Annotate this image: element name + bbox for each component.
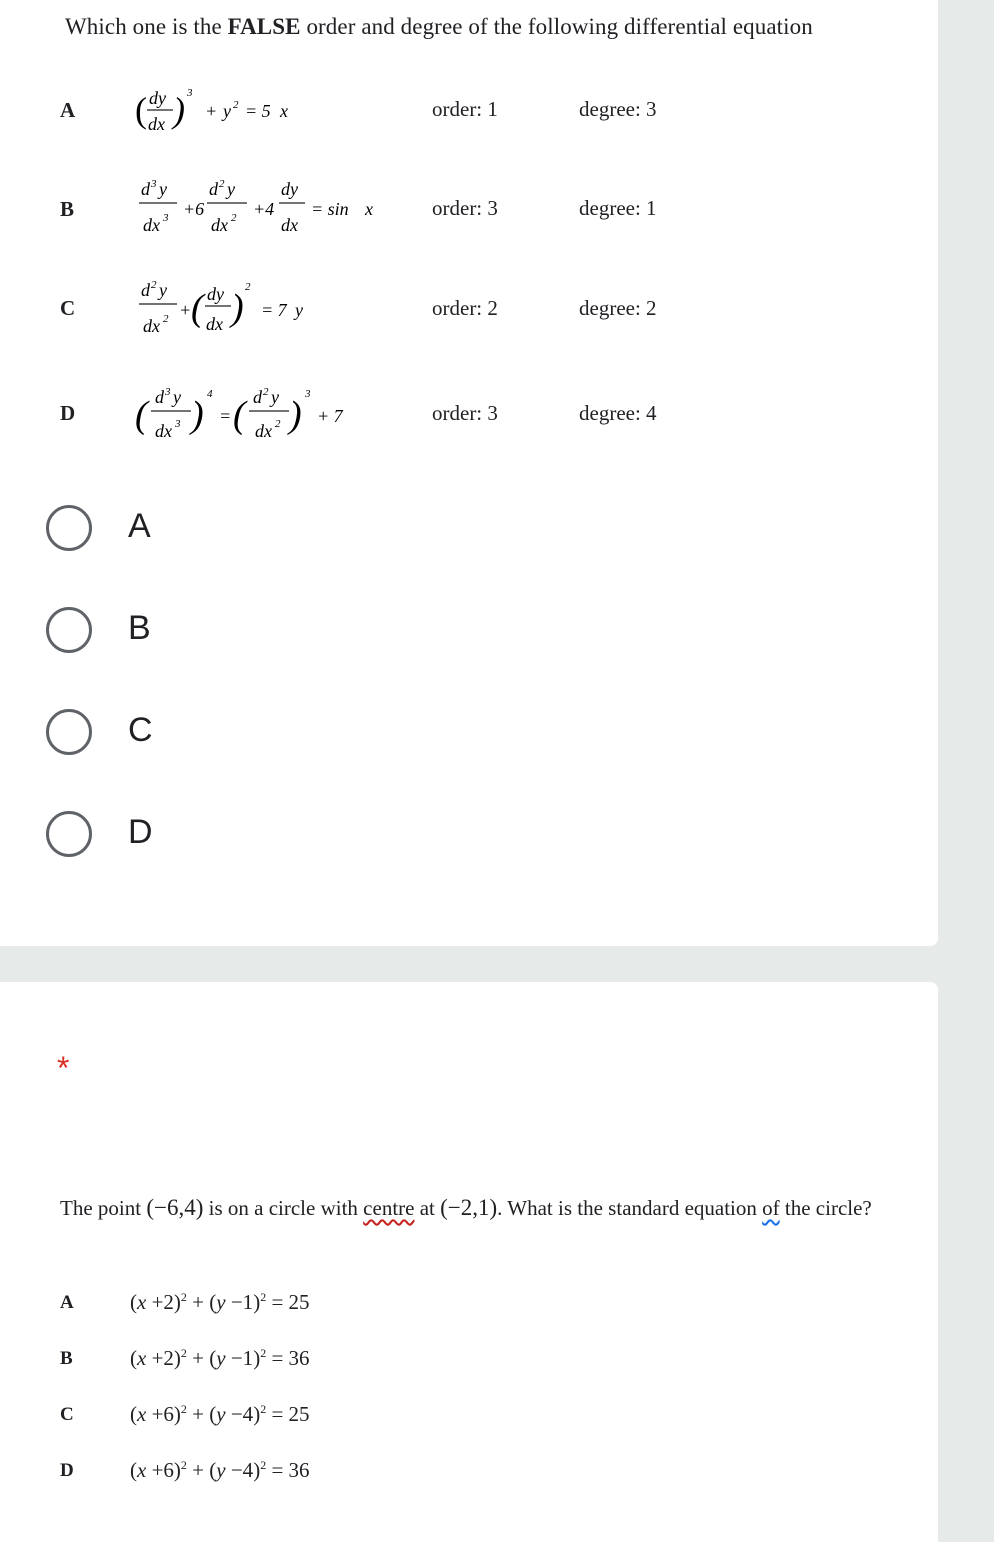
degree-value: degree: 4 [579,401,657,425]
row-letter: C [60,296,76,320]
equation-c [135,272,355,347]
svg-text:2: 2 [263,386,269,398]
radio-button[interactable] [46,811,92,857]
equation-row-d [0,375,938,455]
svg-text:+6: +6 [183,199,205,219]
svg-text:dx: dx [206,314,223,334]
radio-button[interactable] [46,505,92,551]
svg-text:d: d [141,179,150,199]
svg-text:dx: dx [148,114,165,134]
svg-text:y: y [223,101,231,121]
svg-text:y: y [159,280,167,300]
circle-equation: $(x +2)^2 + (y -1)^2 = 36$ [130,1346,310,1370]
svg-text:): ) [289,394,302,436]
svg-text:(: ( [135,90,147,130]
svg-text:2: 2 [231,212,237,224]
svg-text:y: y [173,387,181,407]
svg-text:y: y [295,300,303,320]
svg-text:3: 3 [175,418,181,430]
radio-label: B [128,609,151,647]
svg-text:2: 2 [219,178,225,190]
svg-text:2: 2 [245,281,251,293]
svg-text:dx: dx [211,215,228,235]
svg-text:3: 3 [305,388,311,400]
svg-text:(: ( [191,287,204,329]
degree-value: degree: 1 [579,196,657,220]
svg-text:2: 2 [275,418,281,430]
circle-equation: $(x +6)^2 + (y -4)^2 = 25$ [130,1402,310,1426]
radio-option-b[interactable] [46,605,346,661]
svg-text:3: 3 [165,386,171,398]
svg-text:): ) [173,90,185,130]
svg-text:+: + [205,101,218,121]
equation-row-b [0,175,938,245]
svg-text:d: d [253,387,262,407]
radio-option-a[interactable] [46,503,346,559]
svg-text:+ 7: + 7 [317,406,343,426]
radio-label: D [128,813,153,851]
svg-text:= sin: = sin [311,199,349,219]
svg-text:2: 2 [151,279,157,291]
radio-option-c[interactable] [46,707,346,763]
circle-equation: $(x +2)^2 + (y -1)^2 = 25$ [130,1290,310,1314]
svg-text:dy: dy [281,179,298,199]
svg-text:3: 3 [187,87,193,99]
radio-option-d[interactable] [46,809,346,865]
svg-text:dx: dx [143,215,160,235]
svg-text:dx: dx [155,421,172,441]
svg-text:d: d [155,387,164,407]
row-letter: D [60,401,76,425]
circle-equation: $(x +6)^2 + (y -4)^2 = 36$ [130,1458,310,1482]
equation-b [135,175,425,245]
order-value: order: 3 [432,196,498,220]
order-value: order: 2 [432,296,498,320]
svg-text:= 5: = 5 [245,101,271,121]
svg-text:4: 4 [207,388,213,400]
row-letter: A [60,98,76,122]
equation-a [135,80,335,150]
svg-text:d: d [209,179,218,199]
svg-text:dy: dy [149,88,166,108]
question-2-text: The point (−6,4) is on a circle with centre at (−2,1). What is the standard equation of the circle? [60,1195,872,1220]
svg-text:d: d [141,280,150,300]
svg-text:): ) [231,287,244,329]
radio-button[interactable] [46,607,92,653]
required-asterisk: * [57,1050,70,1086]
svg-text:x: x [280,101,288,121]
svg-text:+: + [179,300,192,320]
svg-text:y: y [271,387,279,407]
degree-value: degree: 2 [579,296,657,320]
svg-text:+4: +4 [253,199,275,219]
equation-row-a [0,80,938,150]
radio-button[interactable] [46,709,92,755]
svg-text:2: 2 [163,313,169,325]
svg-text:y: y [159,179,167,199]
svg-text:dx: dx [281,215,298,235]
svg-text:2: 2 [233,99,239,111]
svg-text:): ) [191,394,204,436]
svg-text:y: y [227,179,235,199]
svg-text:dy: dy [207,284,224,304]
radio-label: C [128,711,153,749]
svg-text:3: 3 [151,178,157,190]
equation-row-c [0,272,938,347]
svg-text:dx: dx [143,316,160,336]
svg-text:(: ( [233,394,246,436]
row-letter: B [60,197,75,221]
svg-text:3: 3 [163,212,169,224]
equation-d [135,375,375,455]
svg-text:=: = [219,406,232,426]
order-value: order: 3 [432,401,498,425]
svg-text:x: x [365,199,373,219]
order-value: order: 1 [432,97,498,121]
radio-label: A [128,507,151,545]
degree-value: degree: 3 [579,97,657,121]
svg-text:dx: dx [255,421,272,441]
svg-text:= 7: = 7 [261,300,287,320]
svg-text:(: ( [135,394,148,436]
question-1-title: Which one is the FALSE order and degree of the following differential equation [65,14,813,39]
